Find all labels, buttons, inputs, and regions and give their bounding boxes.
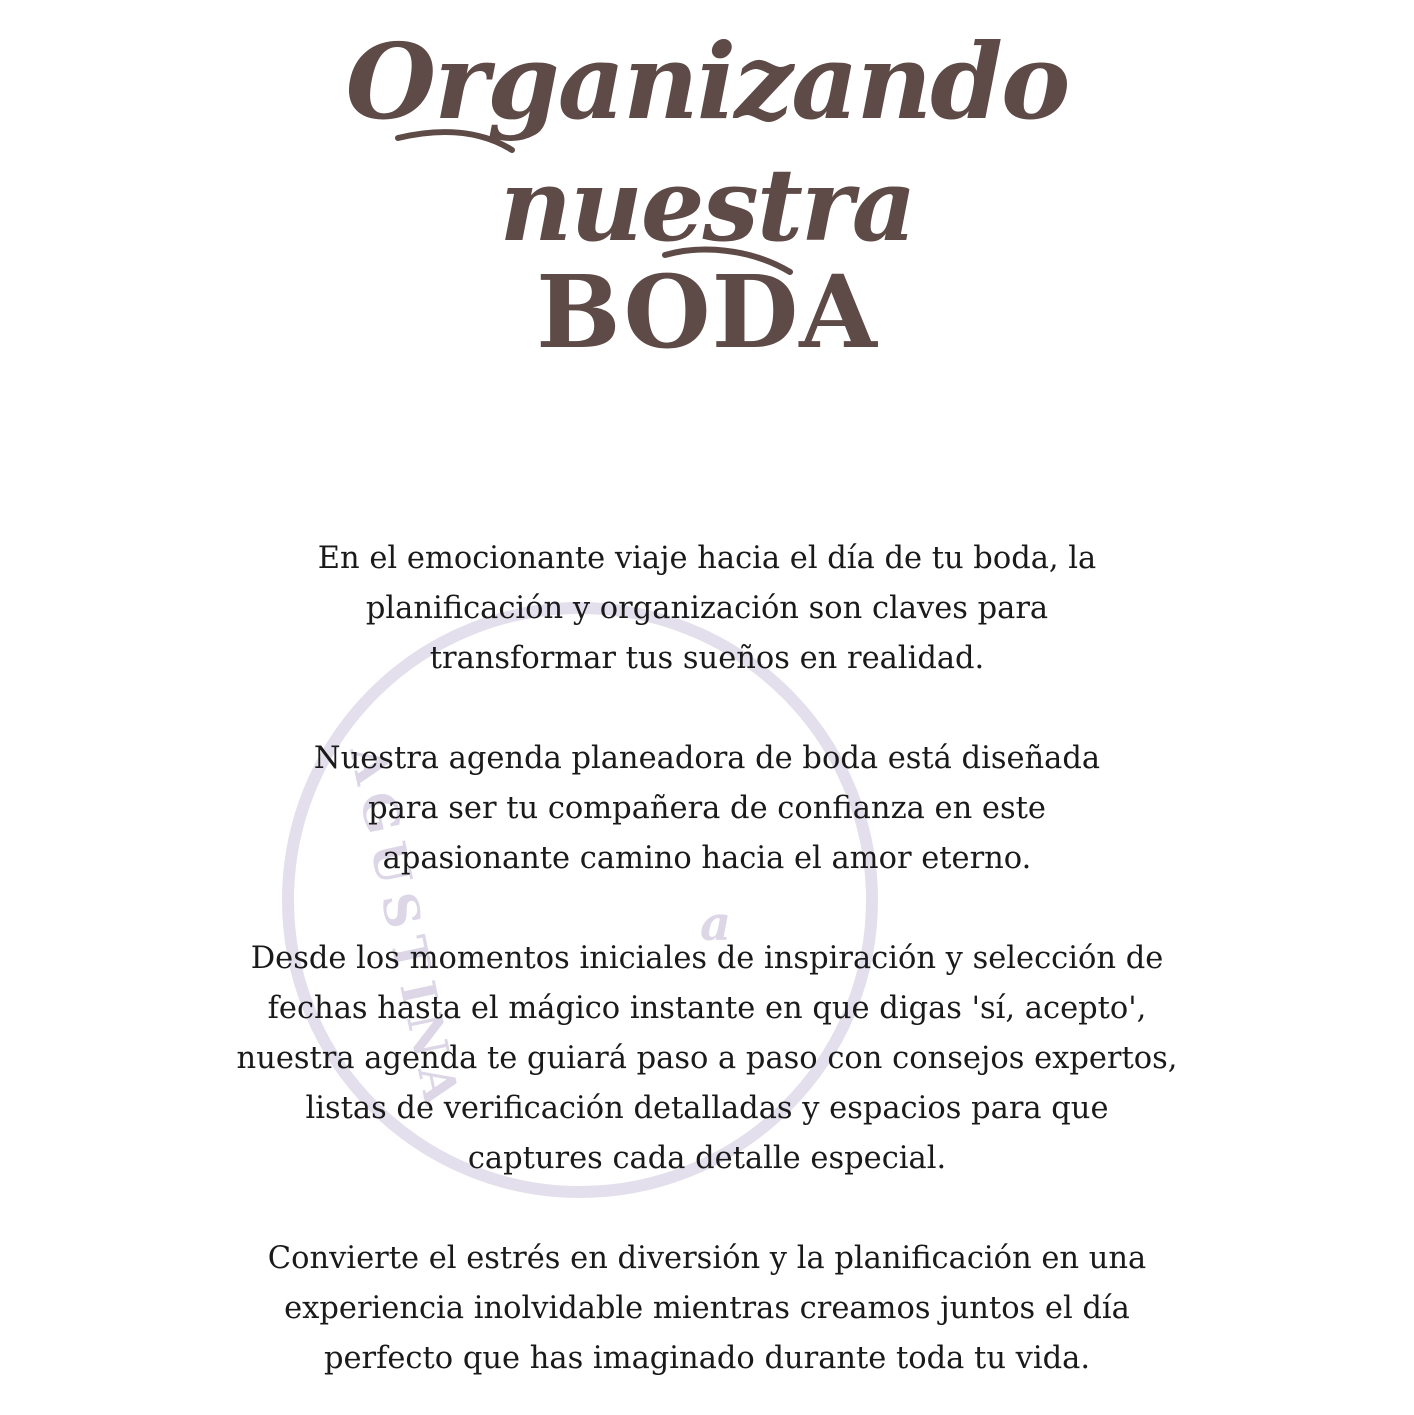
paragraph-2 — [160, 734, 1254, 884]
text-line: para ser tu compañera de confianza en este — [368, 791, 1046, 826]
text-line: captures cada detalle especial. — [467, 1141, 947, 1176]
text-line: experiencia inolvidable mientras creamos juntos el día — [284, 1291, 1130, 1326]
title-line-boda: BODA — [536, 253, 878, 371]
body-text — [160, 534, 1254, 1384]
text-line: Nuestra agenda planeadora de boda está diseñada — [313, 741, 1101, 776]
paragraph-3 — [160, 934, 1254, 1184]
watermark-lettering: AGUSTINA — [338, 740, 471, 1119]
title-line-organizando: Organizando — [345, 20, 1069, 143]
text-line: Desde los momentos iniciales de inspiración y selección de — [250, 941, 1164, 976]
text-line: transformar tus sueños en realidad. — [429, 641, 985, 676]
text-line: En el emocionante viaje hacia el día de tu boda, la — [317, 541, 1097, 576]
text-line: Convierte el estrés en diversión y la planificación en una — [267, 1241, 1147, 1276]
text-line: perfecto que has imaginado durante toda tu vida. — [323, 1341, 1091, 1376]
text-line: listas de verificación detalladas y espacios para que — [305, 1091, 1109, 1126]
watermark-monogram: a — [700, 896, 732, 952]
text-line: fechas hasta el mágico instante en que digas 'sí, acepto', — [267, 991, 1147, 1026]
paragraph-4 — [160, 1234, 1254, 1384]
paragraph-1 — [160, 534, 1254, 684]
text-line: planificación y organización son claves para — [365, 591, 1049, 626]
text-line: apasionante camino hacia el amor eterno. — [382, 841, 1032, 876]
title-line-nuestra: nuestra — [499, 146, 915, 264]
title-block — [0, 0, 1414, 400]
text-line: nuestra agenda te guiará paso a paso con consejos expertos, — [236, 1041, 1178, 1076]
